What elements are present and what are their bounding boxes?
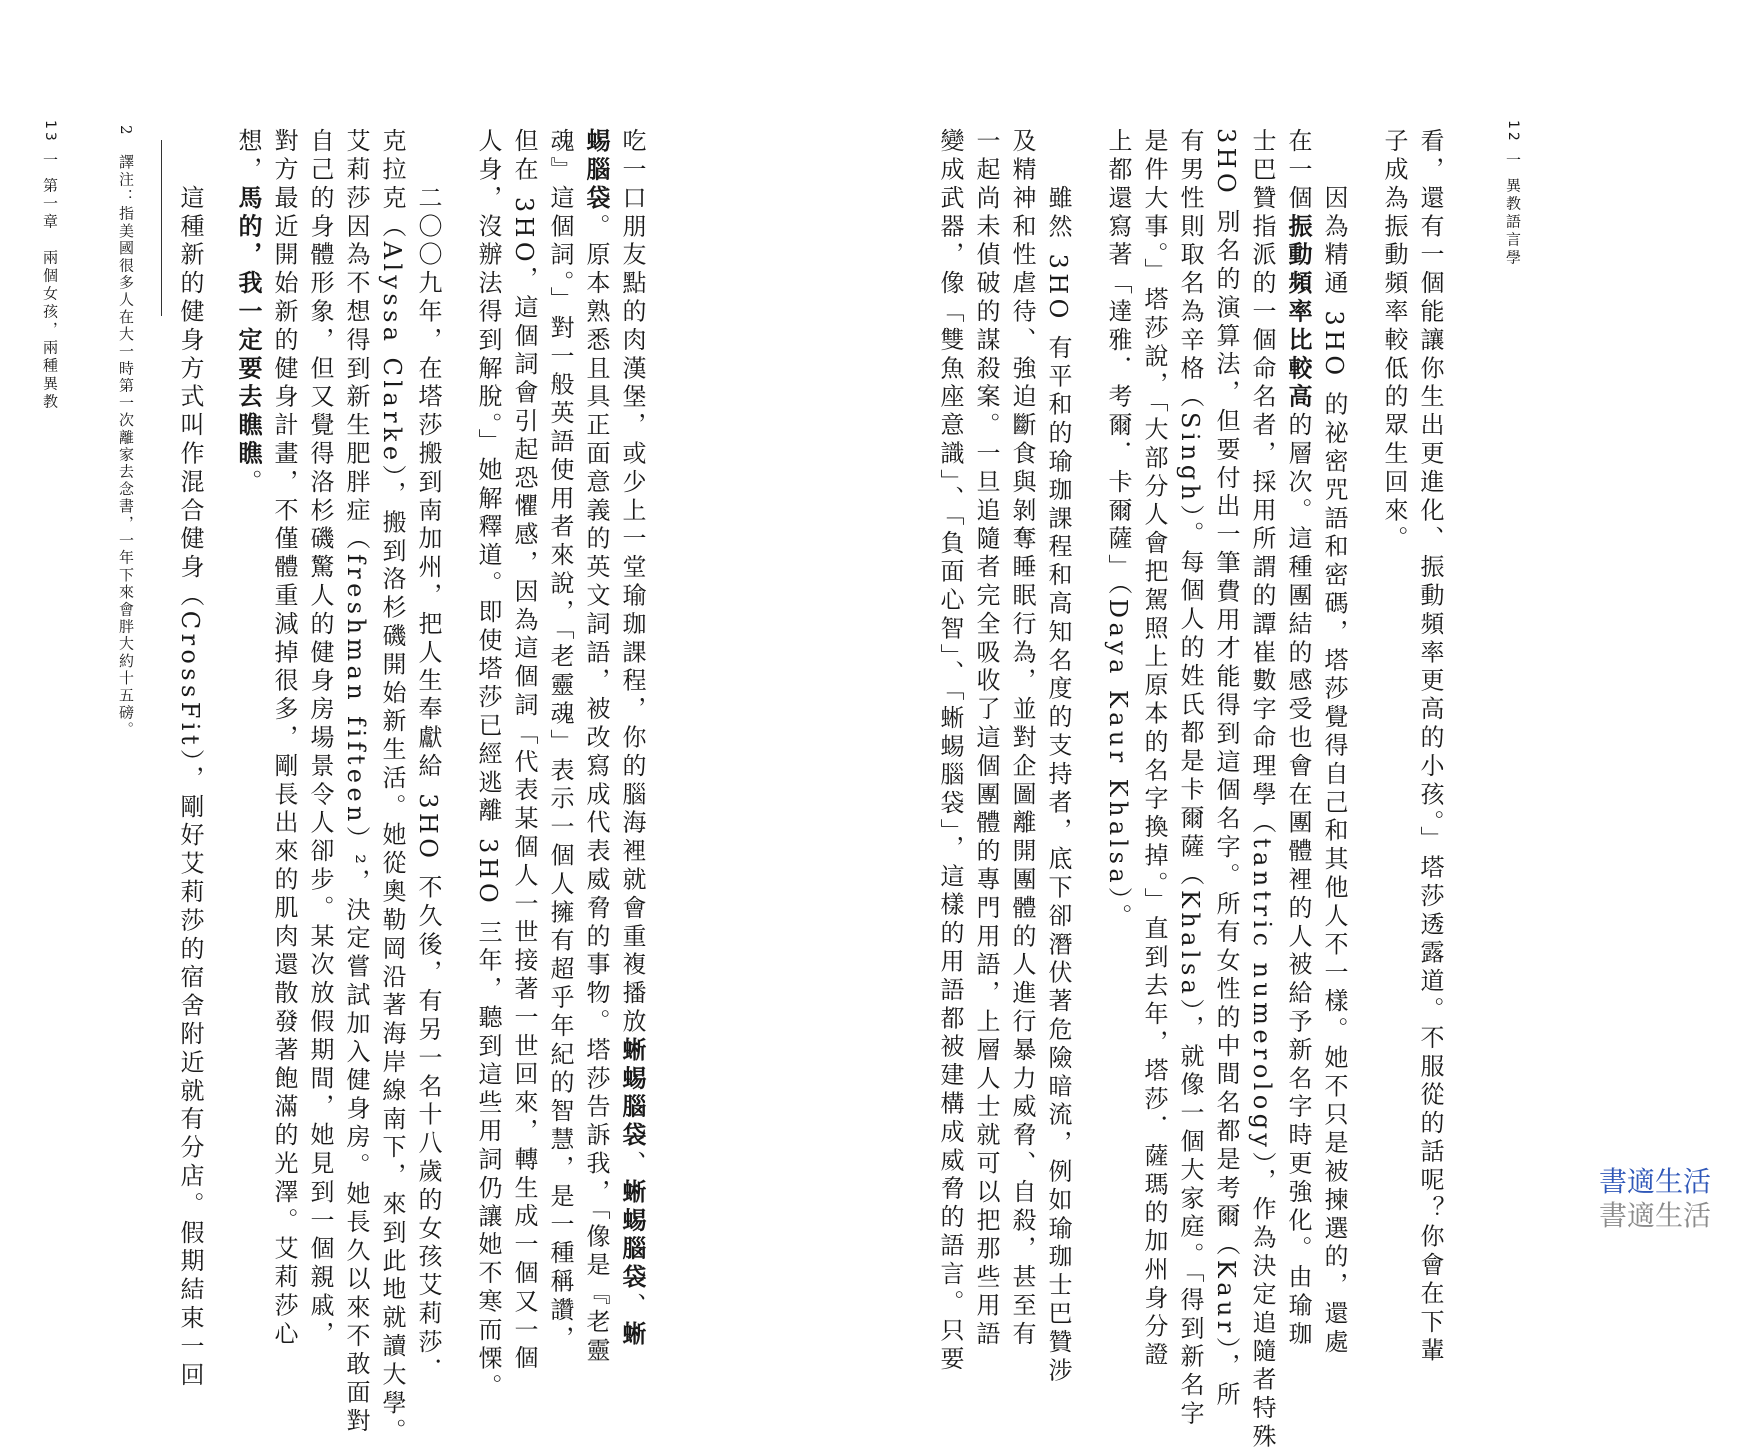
- header-rule-icon: 一: [1504, 151, 1522, 170]
- text-column: [272, 128, 296, 1349]
- text-run: 3HO 別名的演算法，但要付出一筆費用才能得到這個名字。所有女性的中間名都是考爾（Kaur），所: [1212, 128, 1240, 1410]
- text-run: 、: [618, 1150, 646, 1179]
- text-run: 人身，沒辦法得到解脫。」她解釋道。即使塔莎已經逃離 3HO 三年，聽到這些用詞仍讓她不寒而慄。: [474, 128, 502, 1402]
- text-run: 變成武器，像「雙魚座意識」、「負面心智」、「蜥蜴腦袋」，這樣的用語都被建構成威脅的語言。只要: [936, 128, 964, 1375]
- footnote-rule: [161, 140, 162, 316]
- header-rule-icon: 一: [41, 151, 59, 170]
- bold-text: 蜥: [618, 1320, 647, 1350]
- text-run: 艾莉莎因為不想得到新生肥胖症（freshman fifteen）²，決定嘗試加入健身房。她長久以來不敢面對: [342, 128, 370, 1437]
- text-run: 上都還寫著「達雅．考爾．卡爾薩」（Daya Kaur Khalsa）。: [1104, 128, 1132, 932]
- text-run: 自己的身體形象，但又覺得洛杉磯驚人的健身房場景令人卻步。某次放假期間，她見到一個親戚，: [306, 128, 334, 1350]
- text-column: [380, 128, 404, 1447]
- text-run: 的層次。這種團結的感受也會在團體裡的人被給予新名字時更強化。由瑜珈: [1284, 412, 1312, 1350]
- text-column: [1418, 128, 1442, 1366]
- text-run: 在一個: [1284, 128, 1312, 214]
- text-run: 吃一口朋友點的肉漢堡，或少上一堂瑜珈課程，你的腦海裡就會重複播放: [618, 128, 646, 1037]
- text-run: 有男性則取名為辛格（Singh）。每個人的姓氏都是卡爾薩（Khalsa），就像一個大家庭。「得到新名字: [1176, 128, 1204, 1429]
- text-run: 雖然 3HO 有平和的瑜珈課程和高知名度的支持者，底下卻潛伏著危險暗流，例如瑜珈士巴贊涉: [1044, 128, 1072, 1386]
- text-run: 對方最近開始新的健身計畫，不僅體重減掉很多，剛長出來的肌肉還散發著飽滿的光澤。艾莉莎心: [270, 128, 298, 1350]
- text-column: [1010, 128, 1034, 1349]
- text-column: [512, 128, 536, 1374]
- running-head-left: [40, 120, 61, 411]
- text-column: [1250, 128, 1274, 1452]
- text-run: 這種新的健身方式叫作混合健身（CrossFit），剛好艾莉莎的宿舍附近就有分店。假期結束一回: [176, 128, 204, 1391]
- text-column: [476, 128, 500, 1402]
- text-column: [1214, 128, 1238, 1410]
- text-run: 及精神和性虐待、強迫斷食與剝奪睡眠行為，並對企圖離開團體的人進行暴力威脅、自殺，甚至有: [1008, 128, 1036, 1350]
- text-column: [1178, 128, 1202, 1429]
- publisher-watermark: [1599, 1165, 1711, 1233]
- text-column: [178, 128, 202, 1390]
- text-column: [1322, 128, 1346, 1357]
- text-run: 想，: [234, 128, 262, 185]
- text-run: 子成為振動頻率較低的眾生回來。: [1380, 128, 1408, 554]
- text-column: [308, 128, 332, 1349]
- text-column: [1382, 128, 1406, 554]
- text-column: [1106, 128, 1130, 932]
- bold-text: 蜴腦袋: [582, 128, 611, 214]
- text-run: 但在 3HO，這個詞會引起恐懼感，因為這個詞「代表某個人一世接著一世回來，轉生成一個又一個: [510, 128, 538, 1374]
- text-run: 克拉克（Alyssa Clarke），搬到洛杉磯開始新生活。她從奧勒岡沿著海岸線南下，來到此地就讀大學。: [378, 128, 406, 1447]
- running-head-title-right: 異教語言學: [1504, 177, 1522, 268]
- watermark-line-1: 書適生活: [1598, 1165, 1711, 1198]
- page-number-left: 13: [42, 120, 58, 144]
- text-run: 。: [234, 468, 262, 498]
- text-column: [234, 128, 263, 498]
- text-column: [344, 128, 368, 1436]
- running-head-title-left: 第一章 兩個女孩，兩種異教: [41, 177, 59, 412]
- watermark-line-2: 書適生活: [1598, 1199, 1711, 1232]
- text-column: [416, 128, 440, 1386]
- text-column: [1142, 128, 1166, 1370]
- bold-text: 振動頻率比較高: [1284, 213, 1313, 413]
- text-run: 一起尚未偵破的謀殺案。一旦追隨者完全吸收了這個團體的專門用語，上層人士就可以把那些用語: [972, 128, 1000, 1350]
- bold-text: 蜥蜴腦袋: [618, 1036, 647, 1151]
- text-column: [1046, 128, 1070, 1386]
- text-column: [1284, 128, 1313, 1350]
- text-column: [582, 128, 611, 1366]
- running-head-right: [1503, 120, 1524, 267]
- text-run: 二〇〇九年，在塔莎搬到南加州，把人生奉獻給 3HO 不久後，有另一名十八歲的女孩艾莉莎．: [414, 128, 442, 1386]
- bold-text: 蜥蜴腦袋: [618, 1178, 647, 1293]
- text-run: 魂』這個詞。」對一般英語使用者來說，「老靈魂」表示一個人擁有超乎年紀的智慧，是一種稱讚，: [546, 128, 574, 1354]
- text-run: 是件大事。」塔莎說，「大部分人會把駕照上原本的名字換掉。」直到去年，塔莎．薩瑪的加州身分證: [1140, 128, 1168, 1370]
- text-column: [548, 128, 572, 1354]
- text-column: [974, 128, 998, 1349]
- page-number-right: 12: [1505, 120, 1521, 144]
- bold-text: 馬的，我一定要去瞧瞧: [234, 184, 263, 469]
- text-run: 士巴贊指派的一個命名者，採用所謂的譚崔數字命理學（tantric numerology），作為決定追隨者特殊: [1248, 128, 1276, 1452]
- text-run: 、: [618, 1292, 646, 1321]
- text-column: [618, 128, 647, 1350]
- text-run: 看，還有一個能讓你生出更進化、振動頻率更高的小孩。」塔莎透露道。不服從的話呢？你會在下輩: [1416, 128, 1444, 1366]
- footnote: 2 譯注：指美國很多人在大一時第一次離家去念書，一年下來會胖大約十五磅。: [117, 125, 135, 739]
- text-column: [938, 128, 962, 1374]
- text-run: 。原本熟悉且具正面意義的英文詞語，被改寫成代表威脅的事物。塔莎告訴我，「像是『老靈: [582, 213, 610, 1366]
- text-run: 因為精通 3HO 的祕密咒語和密碼，塔莎覺得自己和其他人不一樣。她不只是被揀選的，還處: [1320, 128, 1348, 1358]
